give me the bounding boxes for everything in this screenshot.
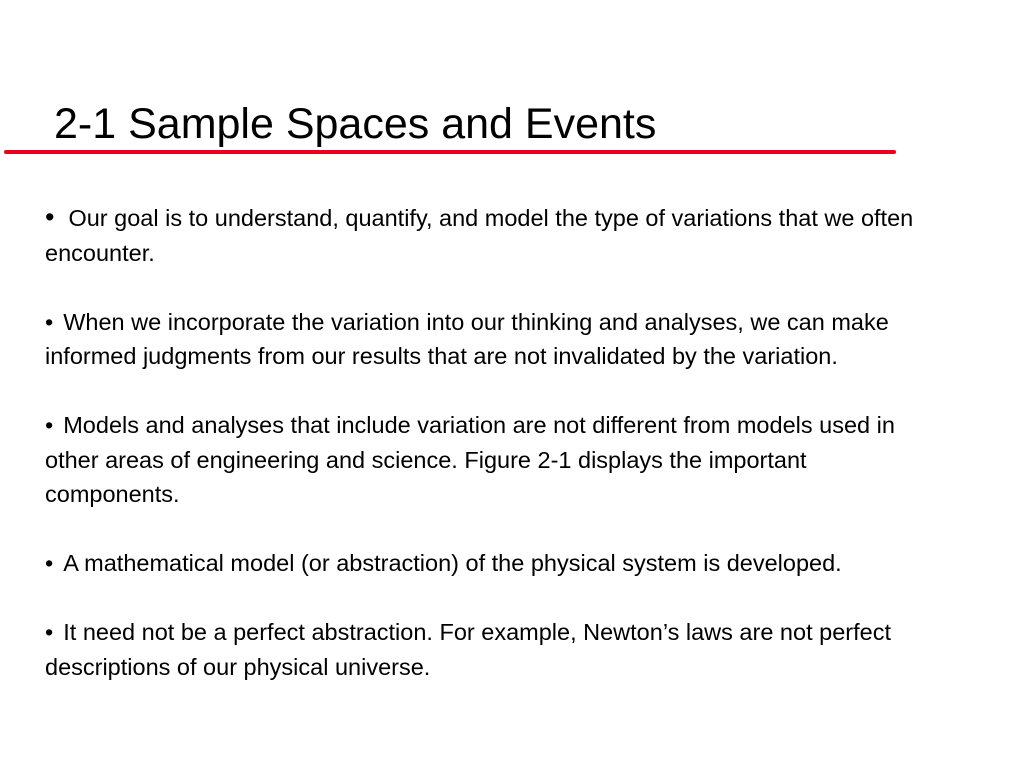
bullet-text: When we incorporate the variation into our thinking and analyses, we can make informed judgments from our results that are not invalidated by the variation.: [45, 308, 889, 369]
bullet-text: A mathematical model (or abstraction) of the physical system is developed.: [63, 550, 842, 576]
slide-title: 2-1 Sample Spaces and Events: [54, 100, 657, 148]
bullet-text: Our goal is to understand, quantify, and model the type of variations that we often encounter.: [45, 205, 914, 266]
title-underline: [4, 150, 896, 154]
bullet-icon: •: [45, 550, 54, 576]
bullet-text: Models and analyses that include variation are not different from models used in other areas of engineering and science. Figure 2-1 displays the important components.: [45, 412, 895, 507]
bullet-item: [45, 305, 945, 374]
bullet-icon: •: [45, 308, 54, 335]
bullet-item: [45, 200, 945, 270]
bullet-item: [45, 546, 945, 581]
bullet-icon: •: [45, 202, 55, 232]
bullet-icon: •: [45, 412, 54, 438]
bullet-item: [45, 408, 945, 512]
bullet-list: [45, 200, 945, 684]
bullet-text: It need not be a perfect abstraction. For example, Newton’s laws are not perfect descriptions of our physical universe.: [45, 619, 891, 680]
bullet-icon: •: [45, 619, 54, 645]
bullet-item: [45, 615, 945, 684]
